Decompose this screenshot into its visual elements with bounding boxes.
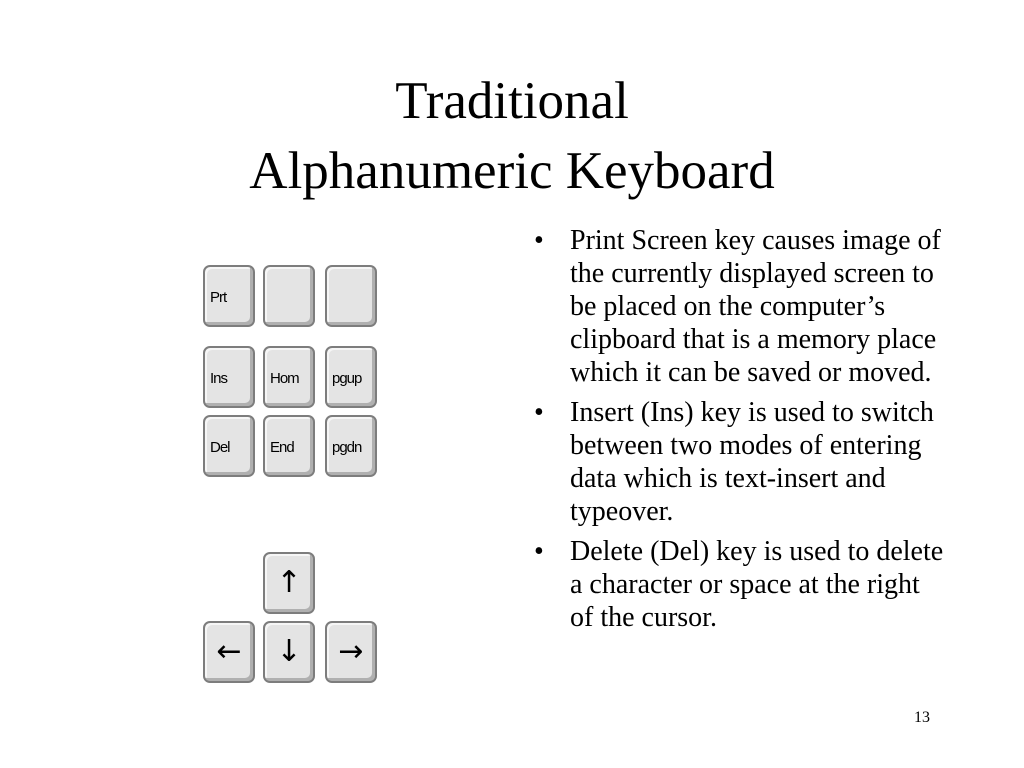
end-key [263, 415, 315, 477]
bullet-dot: • [534, 536, 544, 567]
insert-key [203, 346, 255, 408]
home-key [263, 346, 315, 408]
left-arrow-icon: ← [216, 634, 242, 669]
bullet-item-insert [530, 396, 950, 528]
bullet-item-delete [530, 535, 950, 634]
title-line-2: Alphanumeric Keyboard [249, 142, 775, 200]
bullet-text-print-screen: Print Screen key causes image of the currently displayed screen to be placed on the computer’s clipboard that is a memory place which it can be saved or moved. [570, 225, 941, 388]
bullet-item-print-screen [530, 224, 950, 389]
bullet-dot: • [534, 397, 544, 428]
right-arrow-icon: → [338, 634, 364, 669]
page-up-key [325, 346, 377, 408]
insert-key-label: Ins [210, 370, 228, 387]
page-number: 13 [914, 709, 930, 726]
right-arrow-key [325, 621, 377, 683]
slide-title [0, 66, 1024, 206]
bullet-text-delete: Delete (Del) key is used to delete a character or space at the right of the cursor. [570, 536, 944, 633]
page-down-key [325, 415, 377, 477]
print-screen-key [203, 265, 255, 327]
delete-key-label: Del [210, 439, 230, 456]
down-arrow-icon: ↓ [276, 634, 302, 669]
bullet-list [530, 224, 950, 641]
home-key-label: Hom [270, 370, 299, 387]
page-up-key-label: pgup [332, 370, 362, 387]
page-down-key-label: pgdn [332, 439, 362, 456]
title-line-1: Traditional [395, 72, 629, 130]
left-arrow-key [203, 621, 255, 683]
blank-key-1 [263, 265, 315, 327]
end-key-label: End [270, 439, 294, 456]
up-arrow-icon: ↑ [276, 565, 302, 600]
blank-key-2 [325, 265, 377, 327]
bullet-dot: • [534, 225, 544, 256]
delete-key [203, 415, 255, 477]
down-arrow-key [263, 621, 315, 683]
print-screen-key-label: Prt [210, 289, 227, 306]
bullet-text-insert: Insert (Ins) key is used to switch between two modes of entering data which is text-insert and typeover. [570, 397, 934, 527]
up-arrow-key [263, 552, 315, 614]
